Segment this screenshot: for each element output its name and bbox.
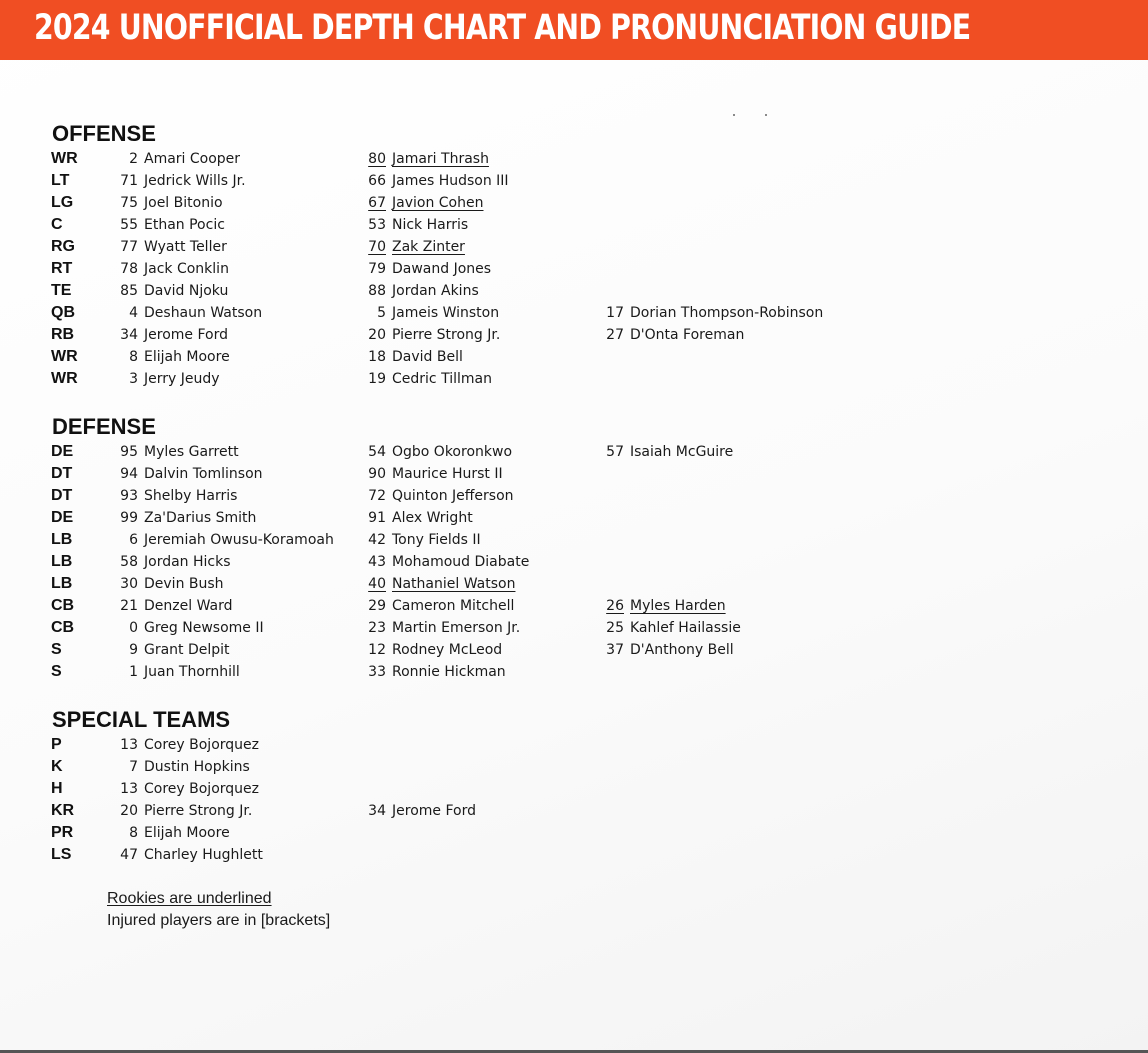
player-name: Dawand Jones [392,261,492,277]
player-entry [104,441,239,463]
player-name: Dorian Thompson-Robinson [630,305,824,321]
jersey-number: 58 [120,554,138,570]
jersey-number: 79 [368,261,386,277]
jersey-number: 66 [368,173,386,189]
player-name: Jedrick Wills Jr. [144,173,246,189]
player-name: Charley Hughlett [144,847,263,863]
player-entry [352,170,509,192]
player-entry [104,822,230,844]
player-name: Denzel Ward [144,598,233,614]
jersey-number: 29 [368,598,386,614]
player-entry [104,551,231,573]
position-label: TE [51,282,72,299]
player-name: Maurice Hurst II [392,466,503,482]
player-name: Jerome Ford [392,803,476,819]
player-name: Tony Fields II [392,532,481,548]
jersey-number: 78 [120,261,138,277]
player-name: Jack Conklin [144,261,229,277]
position-label: QB [51,304,75,321]
jersey-number: 72 [368,488,386,504]
player-name: Cameron Mitchell [392,598,515,614]
jersey-number: 2 [129,151,138,167]
position-label: RB [51,326,75,343]
jersey-number: 30 [120,576,138,592]
depth-row [0,236,1148,258]
player-entry [104,529,334,551]
player-name: Mohamoud Diabate [392,554,530,570]
player-name: Devin Bush [144,576,224,592]
player-entry [104,346,230,368]
header-banner [0,0,1148,60]
player-name: Elijah Moore [144,825,230,841]
player-name: Grant Delpit [144,642,230,658]
player-entry [352,148,489,170]
jersey-number: 0 [129,620,138,636]
jersey-number: 6 [129,532,138,548]
player-name: Zak Zinter [392,239,465,255]
jersey-number: 67 [368,195,386,211]
position-label: C [51,216,63,233]
player-entry [352,236,465,258]
jersey-number: 27 [606,327,624,343]
jersey-number: 91 [368,510,386,526]
player-entry [104,661,240,683]
player-entry [104,485,237,507]
player-name: Corey Bojorquez [144,737,259,753]
player-name: Jerome Ford [144,327,228,343]
jersey-number: 47 [120,847,138,863]
player-name: Deshaun Watson [144,305,263,321]
scan-specks [733,114,773,118]
jersey-number: 4 [129,305,138,321]
depth-row [0,507,1148,529]
player-name: Ronnie Hickman [392,664,506,680]
player-entry [590,441,733,463]
player-entry [104,507,256,529]
player-entry [352,214,468,236]
player-entry [352,529,481,551]
player-entry [104,573,224,595]
player-name: Jamari Thrash [392,151,489,167]
position-label: LB [51,575,73,592]
player-entry [104,639,230,661]
player-name: Jordan Hicks [144,554,231,570]
player-name: D'Anthony Bell [630,642,734,658]
jersey-number: 80 [368,151,386,167]
player-name: Jeremiah Owusu-Koramoah [144,532,334,548]
position-label: LT [51,172,70,189]
player-name: Jordan Akins [392,283,479,299]
player-entry [352,573,515,595]
player-name: Jameis Winston [392,305,500,321]
depth-row [0,302,1148,324]
position-label: DT [51,465,73,482]
depth-row [0,214,1148,236]
player-entry [352,617,520,639]
jersey-number: 94 [120,466,138,482]
section-title-offense: OFFENSE [52,121,156,146]
player-name: Ethan Pocic [144,217,225,233]
position-label: CB [51,619,75,636]
jersey-number: 40 [368,576,386,592]
legend-injured: Injured players are in [brackets] [107,912,331,929]
player-entry [352,302,499,324]
jersey-number: 85 [120,283,138,299]
jersey-number: 12 [368,642,386,658]
jersey-number: 26 [606,598,624,614]
position-label: K [51,758,63,775]
jersey-number: 5 [377,305,386,321]
section-title-special-teams: SPECIAL TEAMS [52,707,231,732]
player-entry [352,324,500,346]
player-name: Jerry Jeudy [144,371,220,387]
player-entry [104,148,240,170]
depth-row [0,844,1148,866]
player-entry [590,302,823,324]
jersey-number: 75 [120,195,138,211]
jersey-number: 88 [368,283,386,299]
jersey-number: 20 [368,327,386,343]
position-label: LB [51,531,73,548]
jersey-number: 55 [120,217,138,233]
jersey-number: 19 [368,371,386,387]
player-entry [104,302,262,324]
jersey-number: 53 [368,217,386,233]
jersey-number: 37 [606,642,624,658]
depth-row [0,756,1148,778]
player-entry [352,441,512,463]
player-name: Za'Darius Smith [144,510,257,526]
player-name: Quinton Jefferson [392,488,514,504]
player-name: Myles Garrett [144,444,239,460]
jersey-number: 25 [606,620,624,636]
player-name: Isaiah McGuire [630,444,734,460]
position-label: CB [51,597,75,614]
player-name: Alex Wright [392,510,473,526]
player-name: D'Onta Foreman [630,327,745,343]
position-label: LB [51,553,73,570]
player-entry [104,170,246,192]
depth-row [0,822,1148,844]
jersey-number: 42 [368,532,386,548]
player-entry [352,368,492,390]
player-name: Greg Newsome II [144,620,264,636]
position-label: RG [51,238,75,255]
legend-rookies: Rookies are underlined [107,890,272,907]
depth-row [0,170,1148,192]
player-entry [104,258,229,280]
player-entry [104,800,252,822]
player-name: Dustin Hopkins [144,759,250,775]
player-entry [352,258,491,280]
player-entry [104,236,227,258]
player-entry [352,507,473,529]
player-name: Ogbo Okoronkwo [392,444,513,460]
special-teams-rows [0,734,1148,866]
depth-row [0,573,1148,595]
player-name: Rodney McLeod [392,642,503,658]
player-name: Pierre Strong Jr. [392,327,501,343]
position-label: DE [51,443,74,460]
depth-row [0,368,1148,390]
jersey-number: 99 [120,510,138,526]
position-label: PR [51,824,74,841]
player-entry [104,617,264,639]
jersey-number: 13 [120,737,138,753]
player-name: Nathaniel Watson [392,576,516,592]
jersey-number: 57 [606,444,624,460]
position-label: LS [51,846,72,863]
player-entry [104,778,259,800]
position-label: P [51,736,62,753]
player-entry [590,595,726,617]
player-name: Corey Bojorquez [144,781,259,797]
depth-row [0,595,1148,617]
player-entry [104,595,233,617]
depth-row [0,551,1148,573]
player-entry [104,463,263,485]
section-title-defense: DEFENSE [52,414,156,439]
depth-row [0,324,1148,346]
jersey-number: 1 [129,664,138,680]
depth-row [0,529,1148,551]
player-entry [352,463,503,485]
depth-row [0,485,1148,507]
jersey-number: 21 [120,598,138,614]
player-name: Dalvin Tomlinson [144,466,263,482]
jersey-number: 77 [120,239,138,255]
player-name: Kahlef Hailassie [630,620,741,636]
player-entry [104,734,259,756]
depth-row [0,778,1148,800]
position-label: KR [51,802,75,819]
jersey-number: 70 [368,239,386,255]
player-name: Juan Thornhill [144,664,240,680]
player-entry [352,346,463,368]
player-name: Martin Emerson Jr. [392,620,521,636]
jersey-number: 90 [368,466,386,482]
player-name: James Hudson III [392,173,509,189]
player-name: Myles Harden [630,598,726,614]
player-name: Nick Harris [392,217,469,233]
player-entry [590,324,744,346]
player-name: Amari Cooper [144,151,241,167]
jersey-number: 34 [368,803,386,819]
player-entry [104,192,223,214]
position-label: WR [51,150,78,167]
depth-row [0,463,1148,485]
jersey-number: 9 [129,642,138,658]
position-label: RT [51,260,73,277]
player-name: Javion Cohen [392,195,484,211]
offense-rows [0,148,1148,390]
jersey-number: 18 [368,349,386,365]
player-entry [104,368,220,390]
player-entry [104,324,228,346]
depth-row [0,734,1148,756]
player-entry [590,617,741,639]
player-entry [352,595,514,617]
player-entry [352,661,506,683]
jersey-number: 13 [120,781,138,797]
player-entry [352,192,483,214]
player-name: Cedric Tillman [392,371,492,387]
jersey-number: 54 [368,444,386,460]
depth-row [0,441,1148,463]
player-name: Pierre Strong Jr. [144,803,253,819]
legend [107,888,330,932]
player-name: Wyatt Teller [144,239,227,255]
player-name: Shelby Harris [144,488,238,504]
position-label: S [51,663,62,680]
player-entry [104,756,250,778]
depth-row [0,346,1148,368]
depth-row [0,148,1148,170]
player-name: Joel Bitonio [144,195,223,211]
position-label: WR [51,370,78,387]
jersey-number: 8 [129,349,138,365]
depth-row [0,258,1148,280]
jersey-number: 33 [368,664,386,680]
player-entry [590,639,734,661]
position-label: DE [51,509,74,526]
position-label: WR [51,348,78,365]
depth-row [0,617,1148,639]
jersey-number: 20 [120,803,138,819]
jersey-number: 71 [120,173,138,189]
player-entry [352,800,476,822]
player-name: Elijah Moore [144,349,230,365]
jersey-number: 3 [129,371,138,387]
player-name: David Njoku [144,283,229,299]
player-entry [104,280,228,302]
page-title: 2024 UNOFFICIAL DEPTH CHART AND PRONUNCIATION GUIDE [34,8,971,48]
jersey-number: 43 [368,554,386,570]
jersey-number: 34 [120,327,138,343]
player-entry [104,844,263,866]
player-entry [352,551,529,573]
jersey-number: 93 [120,488,138,504]
jersey-number: 23 [368,620,386,636]
defense-rows [0,441,1148,683]
jersey-number: 95 [120,444,138,460]
player-entry [352,639,502,661]
player-entry [352,280,479,302]
depth-row [0,800,1148,822]
depth-row [0,192,1148,214]
depth-row [0,639,1148,661]
position-label: LG [51,194,74,211]
player-name: David Bell [392,349,463,365]
position-label: DT [51,487,73,504]
position-label: S [51,641,62,658]
depth-row [0,280,1148,302]
depth-row [0,661,1148,683]
player-entry [104,214,225,236]
position-label: H [51,780,63,797]
player-entry [352,485,514,507]
jersey-number: 17 [606,305,624,321]
jersey-number: 8 [129,825,138,841]
jersey-number: 7 [129,759,138,775]
